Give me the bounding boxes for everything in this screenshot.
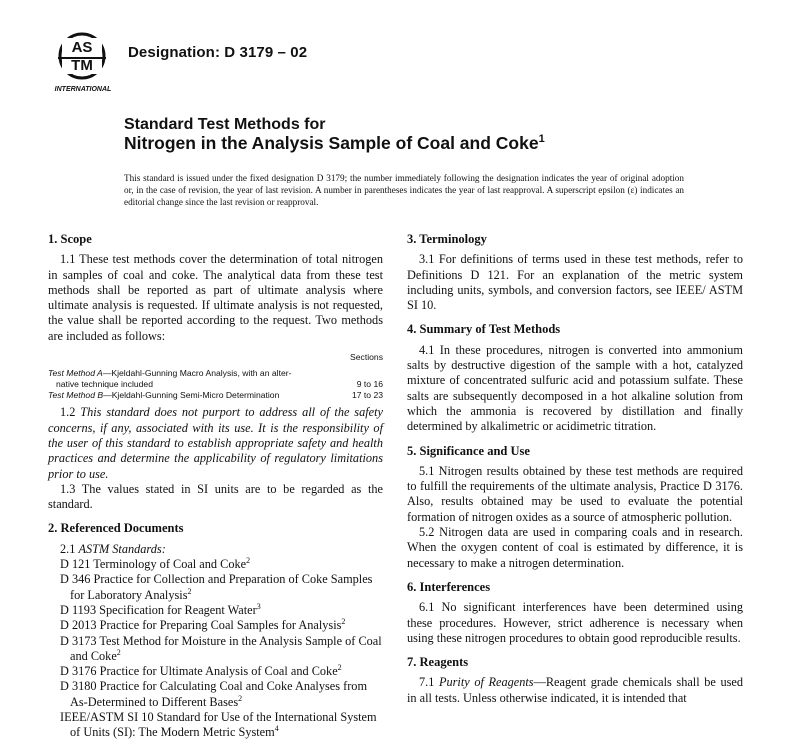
reference-item: D 3173 Test Method for Moisture in the Analysis Sample of Coal and Coke$^2$: [60, 633, 382, 663]
logo-letters: AS: [71, 39, 93, 56]
method-b-row: Test Method B—Kjeldahl-Gunning Semi-Micro Determination 17 to 23: [48, 390, 383, 401]
title-line-2: Nitrogen in the Analysis Sample of Coal and Coke$^1$: [124, 133, 545, 153]
issued-note: This standard is issued under the fixed designation D 3179; the number immediately following the designation indicates the year of original adoption or, in the case of revision, the year of last revision. A number in parentheses indicates the year of last reapproval. A superscript epsilon (ε) indicates an editorial change since the last revision or reapproval.: [124, 173, 684, 207]
terminology-para-1: 3.1 For definitions of terms used in these test methods, refer to Definitions D 121. For an explanation of the metric system including units, symbols, and conversion factors, see IEEE/ ASTM SI 10.: [407, 252, 743, 313]
right-column: [407, 232, 743, 706]
section-scope-heading: 1. Scope: [48, 232, 92, 246]
designation: Designation: D 3179 – 02: [128, 44, 308, 61]
reference-item: D 121 Terminology of Coal and Coke$^2$: [60, 555, 251, 572]
title-line-1: Standard Test Methods for: [124, 116, 326, 133]
section-referenced-heading: 2. Referenced Documents: [48, 521, 184, 536]
method-a-sections: 9 to 16: [356, 379, 383, 390]
method-a-row: Test Method A—Kjeldahl-Gunning Macro Analysis, with an alter- native technique included 9 to 16: [48, 368, 383, 390]
reference-list: [48, 557, 383, 741]
astm-logo: [50, 30, 118, 94]
reference-item: D 346 Practice for Collection and Preparation of Coke Samples for Laboratory Analysis$^2$: [60, 572, 373, 602]
reference-item: D 3176 Practice for Ultimate Analysis of Coal and Coke$^2$: [60, 663, 342, 679]
scope-para-3: 1.3 The values stated in SI units are to be regarded as the standard.: [48, 481, 383, 512]
title-footnote-mark: 1: [538, 133, 545, 146]
left-column: [48, 232, 383, 741]
method-b-sections: 17 to 23: [351, 390, 383, 401]
svg-text:TM: TM: [71, 57, 93, 74]
significance-para-1: 5.1 Nitrogen results obtained by these test methods are required to fulfill the requirements of the ultimate analysis, Practice D 3176. Also, results obtained may be used to evaluate the potential formation of nitrogen oxides as a source of atmospheric pollution.: [407, 463, 743, 524]
reference-item: IEEE/ASTM SI 10 Standard for Use of the International System of Units (SI): The Modern Metric System$^4$: [60, 710, 377, 740]
reference-item: D 2013 Practice for Preparing Coal Samples for Analysis$^2$: [60, 617, 346, 633]
section-terminology-heading: 3. Terminology: [407, 232, 487, 246]
astm-standards-subhead: 2.1 ASTM Standards:: [60, 541, 166, 556]
interferences-para-1: 6.1 No significant interferences have been determined using these procedures. However, strict adherence is necessary when using these nitrogen procedures to obtain good reproducible results.: [407, 600, 743, 645]
reagents-para-1: 7.1 Purity of Reagents—Reagent grade chemicals shall be used in all tests. Unless otherwise indicated, it is intended that: [407, 675, 743, 705]
reference-item: D 3180 Practice for Calculating Coal and Coke Analyses from As-Determined to Different Bases$^2$: [60, 679, 368, 709]
significance-para-2: 5.2 Nitrogen data are used in comparing coals and in research. When the oxygen content of coal is estimated by difference, it is necessary to make a nitrogen determination.: [407, 525, 743, 570]
section-significance-heading: 5. Significance and Use: [407, 443, 530, 458]
section-reagents-heading: 7. Reagents: [407, 655, 469, 670]
scope-para-2: 1.2 This standard does not purport to address all of the safety concerns, if any, associated with its use. It is the responsibility of the user of this standard to establish appropriate safety and health practices and determine the applicability of regulatory limitations prior to use.: [48, 405, 383, 481]
section-interferences-heading: 6. Interferences: [407, 579, 491, 594]
sections-label: Sections: [350, 352, 383, 363]
summary-para-1: 4.1 In these procedures, nitrogen is converted into ammonium salts by destructive digestion of the sample with a hot, catalyzed mixture of concentrated sulfuric acid and potassium sulfate. These salts are subsequently decomposed in a hot alkaline solution from which the ammonia is recovered by distillation and finally determined by alkalimetric or acidimetric titration.: [407, 342, 743, 434]
svg-text:INTERNATIONAL: INTERNATIONAL: [54, 86, 112, 93]
section-summary-heading: 4. Summary of Test Methods: [407, 322, 561, 337]
scope-para-1: 1.1 These test methods cover the determination of total nitrogen in samples of coal and coke. The analytical data from these test methods shall be reported as part of ultimate analysis where ultimate analysis is requested. If ultimate analysis is not requested, the value shall be reported according to the request. Two methods are included as follows:: [48, 252, 383, 343]
reference-item: D 1193 Specification for Reagent Water$^3$: [60, 601, 261, 617]
